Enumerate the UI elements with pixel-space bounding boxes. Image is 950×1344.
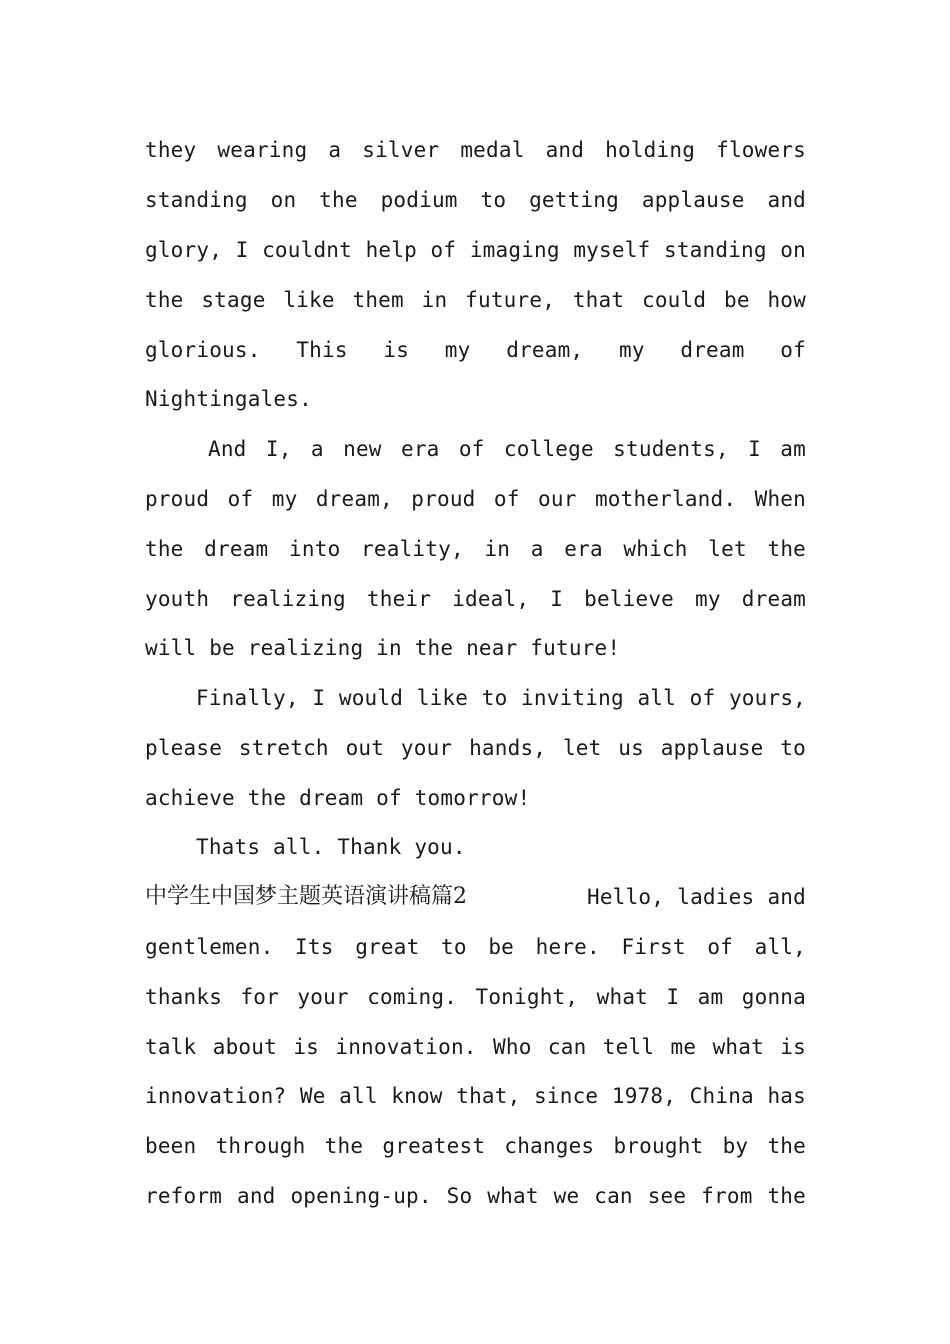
text-line: the stage like them in future, that could be how: [145, 288, 806, 312]
text-line: glorious. This is my dream, my dream of: [145, 338, 806, 362]
text-line: thanks for your coming. Tonight, what I am gonna: [145, 985, 806, 1009]
text-line: they wearing a silver medal and holding flowers: [145, 138, 806, 162]
text-line: the dream into reality, in a era which let the: [145, 537, 806, 561]
text-line: reform and opening-up. So what we can see from the: [145, 1184, 806, 1208]
text-line: standing on the podium to getting applause and: [145, 188, 806, 212]
text-line: gentlemen. Its great to be here. First of all,: [145, 935, 806, 959]
text-line: talk about is innovation. Who can tell me what is: [145, 1035, 806, 1059]
text-line: innovation? We all know that, since 1978, China has: [145, 1084, 806, 1108]
text-line: glory, I couldnt help of imaging myself standing on: [145, 238, 806, 262]
text-line: will be realizing in the near future!: [145, 636, 621, 660]
text-line: Hello, ladies and: [587, 885, 806, 909]
text-line: achieve the dream of tomorrow!: [145, 786, 531, 810]
text-line: please stretch out your hands, let us applause to: [145, 736, 806, 760]
text-line: Nightingales.: [145, 387, 312, 411]
section-heading: 中学生中国梦主题英语演讲稿篇2: [145, 884, 467, 909]
paragraph-first-line: And I, a new era of college students, I am: [208, 437, 806, 461]
paragraph-first-line: Finally, I would like to inviting all of yours,: [196, 686, 806, 710]
text-line: youth realizing their ideal, I believe my dream: [145, 587, 806, 611]
text-line: proud of my dream, proud of our motherland. When: [145, 487, 806, 511]
paragraph-first-line: Thats all. Thank you.: [196, 835, 466, 859]
text-line: been through the greatest changes brought by the: [145, 1134, 806, 1158]
